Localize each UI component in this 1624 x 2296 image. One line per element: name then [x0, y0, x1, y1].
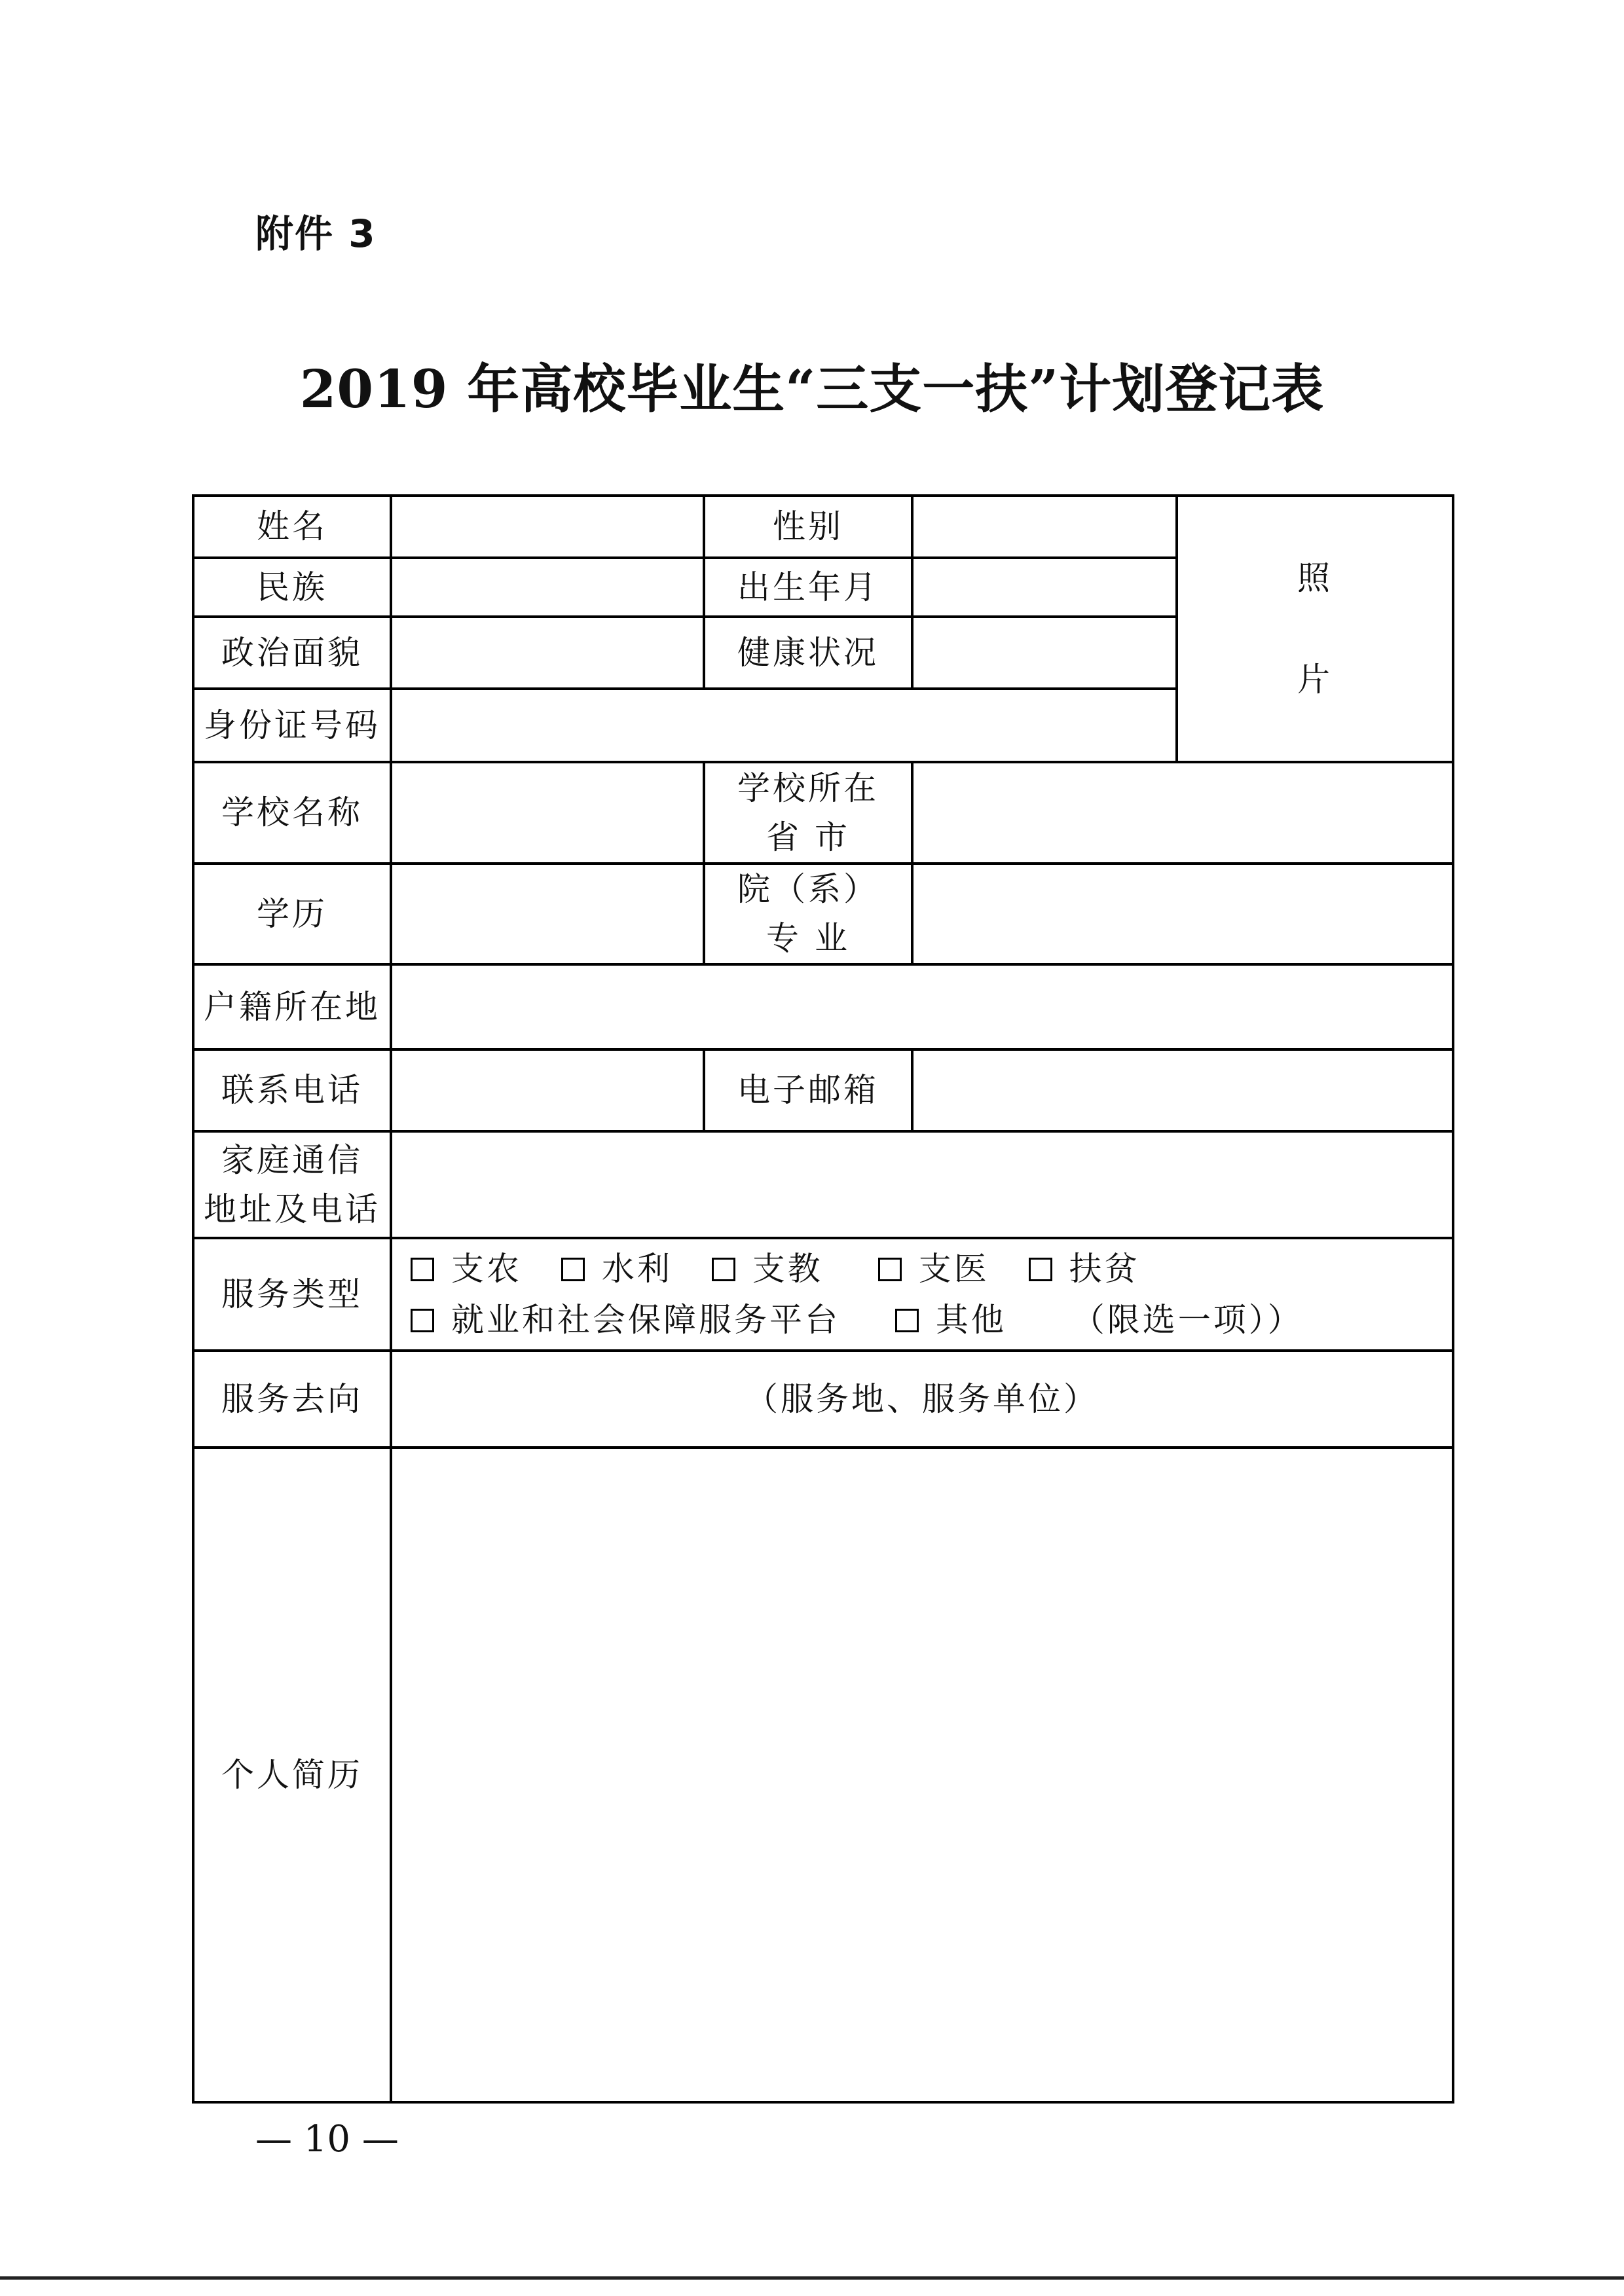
checkbox-employment[interactable] — [411, 1309, 434, 1332]
label-home-address-line2: 地址及电话 — [204, 1190, 380, 1228]
label-home-address — [193, 1131, 391, 1238]
option-agriculture-label: 支农 — [451, 1250, 522, 1288]
label-school-location — [704, 762, 912, 864]
bottom-rule — [0, 2276, 1624, 2280]
label-department-line2: 专 业 — [766, 919, 850, 957]
input-gender[interactable] — [912, 496, 1177, 558]
input-political[interactable] — [391, 617, 704, 689]
input-education[interactable] — [391, 864, 704, 964]
label-department-line1: 院（系） — [737, 870, 879, 908]
label-ethnicity: 民族 — [193, 558, 391, 617]
input-id-number[interactable] — [391, 689, 1177, 762]
option-water[interactable] — [561, 1243, 673, 1294]
label-school-location-line1: 学校所在 — [737, 769, 879, 807]
input-school-name[interactable] — [391, 762, 704, 864]
service-options-row-2 — [411, 1294, 1452, 1345]
label-home-address-line1: 家庭通信 — [221, 1140, 363, 1179]
option-agriculture[interactable] — [411, 1243, 522, 1294]
limit-note: （限选一项）） — [1071, 1301, 1303, 1339]
page-number: — 10 — — [255, 2118, 399, 2160]
option-medical-label: 支医 — [918, 1250, 989, 1288]
label-department — [704, 864, 912, 964]
input-home-address[interactable] — [391, 1131, 1453, 1238]
label-name: 姓名 — [193, 496, 391, 558]
label-service-destination: 服务去向 — [193, 1351, 391, 1448]
photo-label-char-2: 片 — [1297, 660, 1333, 699]
option-poverty[interactable] — [1029, 1243, 1140, 1294]
label-service-type: 服务类型 — [193, 1238, 391, 1351]
label-email: 电子邮箱 — [704, 1049, 912, 1131]
input-name[interactable] — [391, 496, 704, 558]
service-type-options — [391, 1238, 1453, 1351]
photo-label-char-1: 照 — [1297, 558, 1333, 597]
label-phone: 联系电话 — [193, 1049, 391, 1131]
label-education: 学历 — [193, 864, 391, 964]
checkbox-agriculture[interactable] — [411, 1258, 434, 1281]
option-water-label: 水利 — [601, 1250, 673, 1288]
option-medical[interactable] — [878, 1243, 989, 1294]
input-household[interactable] — [391, 964, 1453, 1049]
input-birth[interactable] — [912, 558, 1177, 617]
input-resume[interactable] — [391, 1448, 1453, 2102]
checkbox-water[interactable] — [561, 1258, 585, 1281]
label-birth: 出生年月 — [704, 558, 912, 617]
input-ethnicity[interactable] — [391, 558, 704, 617]
checkbox-other[interactable] — [895, 1309, 919, 1332]
input-phone[interactable] — [391, 1049, 704, 1131]
label-id-number: 身份证号码 — [193, 689, 391, 762]
option-other-label: 其他 — [935, 1301, 1006, 1339]
attachment-label: 附件 3 — [255, 211, 377, 256]
option-employment[interactable] — [411, 1294, 840, 1345]
label-household: 户籍所在地 — [193, 964, 391, 1049]
registration-form-table — [192, 494, 1454, 2104]
option-education-label: 支教 — [752, 1250, 823, 1288]
input-health[interactable] — [912, 617, 1177, 689]
label-political: 政治面貌 — [193, 617, 391, 689]
option-poverty-label: 扶贫 — [1069, 1250, 1140, 1288]
label-resume: 个人简历 — [193, 1448, 391, 2102]
checkbox-education[interactable] — [712, 1258, 735, 1281]
form-title: 2019 年高校毕业生“三支一扶”计划登记表 — [299, 358, 1325, 420]
checkbox-medical[interactable] — [878, 1258, 902, 1281]
input-department[interactable] — [912, 864, 1453, 964]
checkbox-poverty[interactable] — [1029, 1258, 1052, 1281]
input-school-location[interactable] — [912, 762, 1453, 864]
label-gender: 性别 — [704, 496, 912, 558]
label-school-name: 学校名称 — [193, 762, 391, 864]
option-employment-label: 就业和社会保障服务平台 — [451, 1301, 840, 1339]
input-email[interactable] — [912, 1049, 1453, 1131]
service-options-row-1 — [411, 1243, 1452, 1294]
label-health: 健康状况 — [704, 617, 912, 689]
input-service-destination[interactable]: （服务地、服务单位） — [391, 1351, 1453, 1448]
label-school-location-line2: 省 市 — [766, 818, 850, 856]
photo-box[interactable] — [1177, 496, 1453, 762]
option-education[interactable] — [712, 1243, 823, 1294]
option-other[interactable] — [895, 1294, 1006, 1345]
